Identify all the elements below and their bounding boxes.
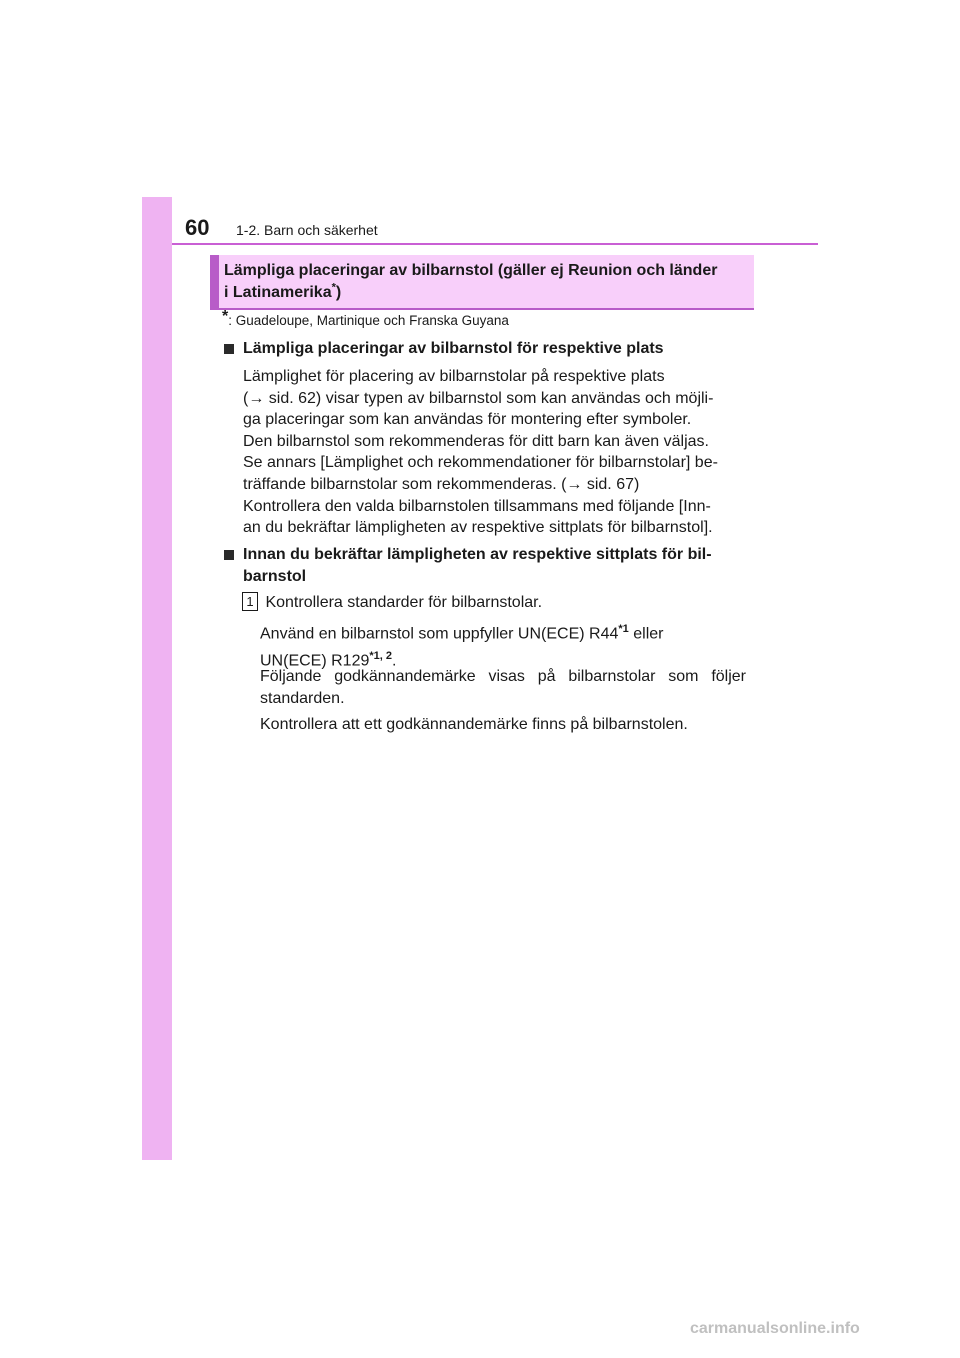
- step-number-box: 1: [242, 592, 258, 611]
- footnote-text: : Guadeloupe, Martinique och Franska Guyana: [228, 313, 509, 328]
- watermark: carmanualsonline.info: [690, 1320, 860, 1337]
- section-title: [224, 260, 754, 304]
- block-confirm: [224, 544, 746, 588]
- body-line: träffande bilbarnstolar som rekommenderas. (→ sid. 67): [243, 475, 640, 493]
- footnote-star: *: [222, 308, 229, 325]
- subheading-placements-text: Lämpliga placeringar av bilbarnstol för respektive plats: [243, 340, 664, 357]
- block-placements: [224, 338, 746, 539]
- section-heading-box: [210, 255, 754, 310]
- subheading-confirm-line2: barnstol: [243, 568, 307, 585]
- subheading-confirm: [224, 544, 746, 588]
- body-line: an du bekräftar lämpligheten av respektive sittplats för bilbarnstol].: [243, 519, 713, 537]
- subheading-confirm-line1: Innan du bekräftar lämpligheten av respektive sittplats för bil-: [243, 546, 712, 563]
- step-1: [242, 592, 746, 614]
- square-bullet-icon: [224, 550, 234, 560]
- section-title-close: ): [335, 284, 342, 301]
- standards-text-d: .: [392, 652, 397, 670]
- section-title-star: *: [331, 281, 336, 294]
- section-title-line1: Lämpliga placeringar av bilbarnstol (gäller ej Reunion och länder: [224, 262, 718, 279]
- body-line: Den bilbarnstol som rekommenderas för ditt barn kan även väljas.: [243, 432, 709, 450]
- placements-body: [224, 366, 746, 539]
- standards-text-c: UN(ECE) R129: [260, 652, 370, 670]
- standards-text-b: eller: [628, 625, 664, 643]
- standards-text-a: Använd en bilbarnstol som uppfyller UN(ECE) R44: [260, 625, 619, 643]
- body-line: ga placeringar som kan användas för montering efter symboler.: [243, 411, 692, 429]
- chapter-title: 1-2. Barn och säkerhet: [236, 222, 378, 238]
- step-1-para-mark: Följande godkännandemärke visas på bilbarnstolar som följer standarden.: [260, 668, 746, 707]
- subheading-placements: [224, 338, 746, 360]
- body-line: Se annars [Lämplighet och rekommendationer för bilbarnstolar] be-: [243, 454, 718, 472]
- footnote-ref: *1: [618, 623, 629, 635]
- footnote: [222, 308, 509, 330]
- header-rule: [172, 243, 818, 245]
- body-line: (→ sid. 62) visar typen av bilbarnstol som kan användas och möjli-: [243, 389, 714, 407]
- footnote-ref: *1, 2: [369, 650, 392, 663]
- body-line: Kontrollera den valda bilbarnstolen tillsammans med följande [Inn-: [243, 497, 711, 515]
- body-line: Lämplighet för placering av bilbarnstolar på respektive plats: [243, 368, 665, 385]
- square-bullet-icon: [224, 344, 234, 354]
- side-thumb-tab: [142, 197, 172, 1160]
- page-number: 60: [185, 215, 210, 240]
- step-1-para-check: Kontrollera att ett godkännandemärke finns på bilbarnstolen.: [260, 716, 688, 733]
- step-1-para-standards: [260, 618, 746, 673]
- step-1-text: Kontrollera standarder för bilbarnstolar.: [265, 594, 543, 611]
- section-title-line2: i Latinamerika: [224, 284, 332, 301]
